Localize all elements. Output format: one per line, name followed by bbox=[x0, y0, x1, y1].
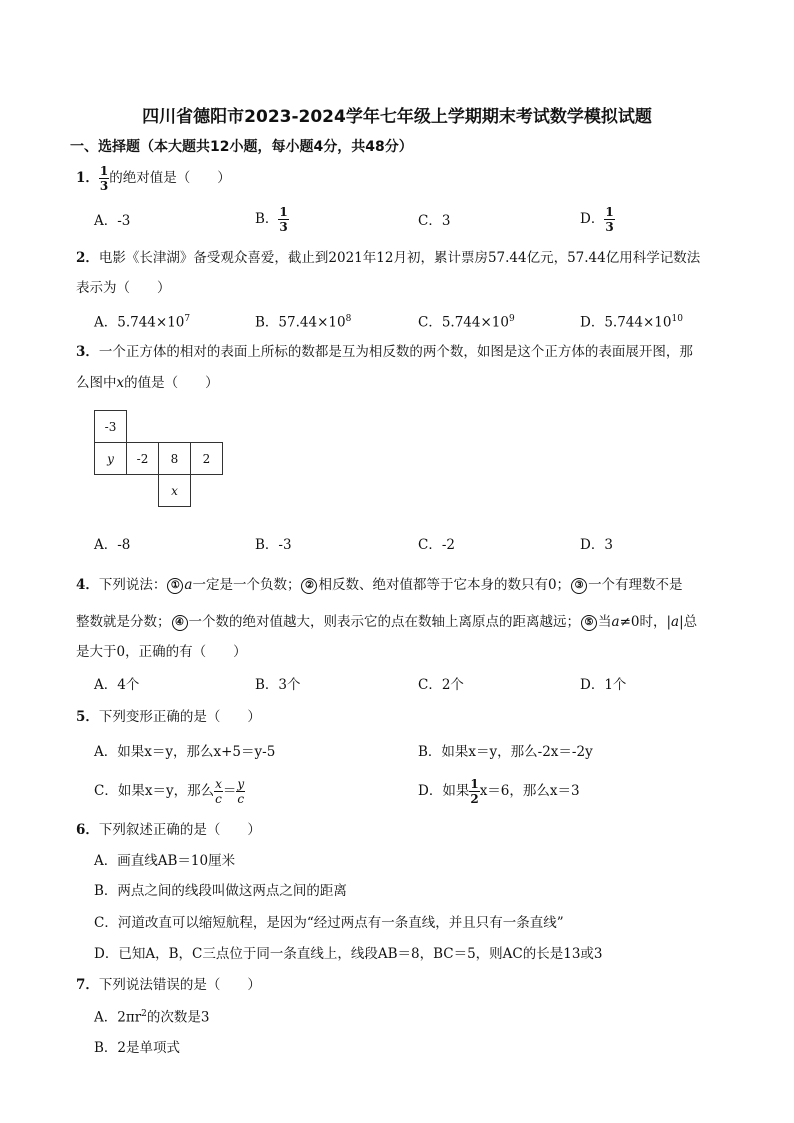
q2-option-c[interactable]: C．$5.744\times 10^9$ bbox=[418, 314, 515, 331]
q1-option-d[interactable]: D． $\frac{1}{3}$ bbox=[580, 205, 614, 234]
q4-option-b[interactable]: B．3个 bbox=[255, 677, 301, 693]
q2-option-d[interactable]: D．$5.744\times 10^{10}$ bbox=[580, 314, 683, 331]
net-cell: x bbox=[158, 474, 191, 507]
question-1-stem bbox=[76, 165, 231, 192]
q3-option-c[interactable]: C．-2 bbox=[418, 537, 455, 553]
fraction: $\frac{1}{2}$ bbox=[470, 777, 479, 806]
question-text: 的绝对值是（ ） bbox=[109, 170, 231, 186]
net-cell: -2 bbox=[126, 442, 159, 475]
q3-option-d[interactable]: D．3 bbox=[580, 537, 613, 553]
q5-option-d[interactable]: D．如果 $\frac{1}{2}$ x＝6，那么x＝3 bbox=[418, 777, 580, 806]
q3-option-b[interactable]: B．-3 bbox=[255, 537, 292, 553]
question-5-stem: 5．下列变形正确的是（ ） bbox=[76, 709, 261, 725]
q6-option-c[interactable]: C．河道改直可以缩短航程，是因为“经过两点有一条直线，并且只有一条直线” bbox=[94, 915, 564, 931]
question-6-stem: 6．下列叙述正确的是（ ） bbox=[76, 822, 261, 838]
q7-option-b[interactable]: B．2是单项式 bbox=[94, 1040, 181, 1056]
question-7-stem: 7．下列说法错误的是（ ） bbox=[76, 977, 261, 993]
net-cell: 2 bbox=[190, 442, 223, 475]
q5-option-b[interactable]: B．如果x＝y，那么-2x＝-2y bbox=[418, 744, 593, 760]
question-4-line-2: 整数就是分数； ④ 一个数的绝对值越大，则表示它的点在数轴上离原点的距离越远； ⑤ 当a≠0时，|a|总 bbox=[76, 614, 698, 630]
q5-option-c[interactable]: C．如果x＝y，那么 $\frac{x}{c}$ ＝ $\frac{y}{c}$ bbox=[94, 777, 245, 806]
q6-option-a[interactable]: A．画直线AB＝10厘米 bbox=[94, 853, 236, 869]
q6-option-d[interactable]: D．已知A，B，C三点位于同一条直线上，线段AB＝8，BC＝5，则AC的长是13或3 bbox=[94, 946, 603, 962]
question-number: 1． bbox=[76, 170, 99, 186]
question-3-line-1: 3．一个正方体的相对的表面上所标的数都是互为相反数的两个数，如图是这个正方体的表面展开图，那 bbox=[76, 344, 693, 360]
q3-option-a[interactable]: A．-8 bbox=[94, 537, 131, 553]
fraction: $\frac{y}{c}$ bbox=[237, 777, 245, 806]
fraction: $\frac{1}{3}$ bbox=[99, 164, 109, 193]
question-3-line-2: 么图中x的值是（ ） bbox=[76, 375, 219, 391]
q4-option-c[interactable]: C．2个 bbox=[418, 677, 464, 693]
net-cell: -3 bbox=[94, 410, 127, 443]
q6-option-b[interactable]: B．两点之间的线段叫做这两点之间的距离 bbox=[94, 883, 347, 899]
q4-option-a[interactable]: A．4个 bbox=[94, 677, 140, 693]
section-heading: 一、选择题（本大题共12小题，每小题4分，共48分） bbox=[70, 139, 413, 155]
q4-option-d[interactable]: D．1个 bbox=[580, 677, 627, 693]
q1-option-c[interactable]: C．3 bbox=[418, 213, 451, 229]
q1-option-a[interactable]: A．-3 bbox=[94, 213, 131, 229]
page-title: 四川省德阳市2023-2024学年七年级上学期期末考试数学模拟试题 bbox=[142, 107, 652, 127]
question-2-line-2: 表示为（ ） bbox=[76, 280, 171, 296]
fraction: $\frac{x}{c}$ bbox=[215, 777, 222, 806]
q7-option-a[interactable]: A．$2\pi r^2$的次数是3 bbox=[94, 1009, 210, 1026]
q1-option-b[interactable]: B． $\frac{1}{3}$ bbox=[255, 205, 288, 234]
net-cell: y bbox=[94, 442, 127, 475]
fraction: $\frac{1}{3}$ bbox=[279, 205, 288, 234]
q2-option-b[interactable]: B．$57.44\times 10^8$ bbox=[255, 314, 352, 331]
net-cell: 8 bbox=[158, 442, 191, 475]
question-2-line-1: 2．电影《长津湖》备受观众喜爱，截止到2021年12月初，累计票房57.44亿元，57.44亿用科学记数法 bbox=[76, 250, 701, 266]
question-4-line-1: 4．下列说法： ① a一定是一个负数； ② 相反数、绝对值都等于它本身的数只有0； ③ 一个有理数不是 bbox=[76, 577, 683, 593]
question-4-line-3: 是大于0，正确的有（ ） bbox=[76, 644, 247, 660]
fraction: $\frac{1}{3}$ bbox=[605, 205, 614, 234]
q5-option-a[interactable]: A．如果x＝y，那么x+5＝y-5 bbox=[94, 744, 276, 760]
q2-option-a[interactable]: A．$5.744\times 10^7$ bbox=[94, 314, 191, 331]
